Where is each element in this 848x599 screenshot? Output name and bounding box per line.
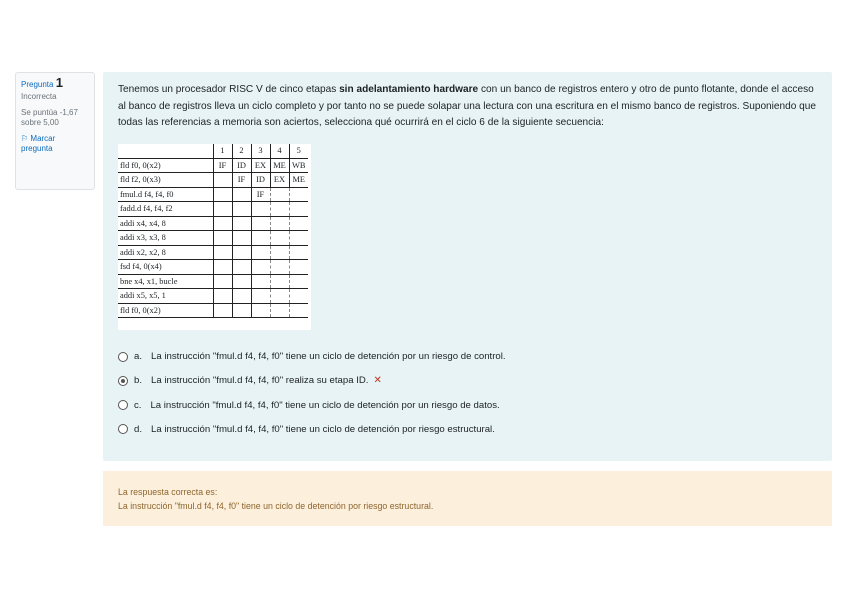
instruction-cell: bne x4, x1, bucle [118,274,213,289]
stage-cell [289,216,308,231]
answer-letter: a. [134,351,143,362]
stage-cell [213,216,232,231]
stage-cell [270,231,289,246]
stage-cell [213,260,232,275]
question-content [103,72,832,461]
stage-cell [251,303,270,318]
instruction-cell: fmul.d f4, f4, f0 [118,187,213,202]
question-number-value: 1 [55,75,63,90]
stage-cell: ME [289,173,308,188]
instruction-cell: addi x2, x2, 8 [118,245,213,260]
radio-button[interactable] [118,376,128,386]
question-text-part1: Tenemos un procesador RISC V de cinco etapas [118,84,340,95]
stage-cell [289,289,308,304]
pipeline-row [118,187,308,202]
stage-cell: ID [232,158,251,173]
question-grade: Se puntúa -1,67 sobre 5,00 [21,108,78,127]
stage-cell [232,216,251,231]
question-state: Incorrecta [21,92,57,101]
pipeline-row [118,158,308,173]
stage-cell [232,274,251,289]
stage-cell [213,202,232,217]
pipeline-row [118,274,308,289]
stage-cell [213,274,232,289]
stage-cell [213,187,232,202]
pipeline-row [118,260,308,275]
stage-cell [270,303,289,318]
instruction-cell: fld f0, 0(x2) [118,303,213,318]
pipeline-row [118,231,308,246]
stage-cell [251,260,270,275]
stage-cell [213,173,232,188]
pipeline-table [118,144,308,319]
stage-cell: EX [270,173,289,188]
stage-cell [251,231,270,246]
stage-cell: IF [251,187,270,202]
answer-option[interactable] [118,423,818,435]
question-text-bold: sin adelantamiento hardware [339,84,479,95]
stage-cell [213,303,232,318]
answer-option[interactable] [118,351,818,363]
pipeline-row [118,202,308,217]
radio-button[interactable] [118,352,128,362]
stage-cell [232,260,251,275]
stage-cell [251,216,270,231]
question-label: Pregunta [21,80,54,89]
instruction-cell: addi x5, x5, 1 [118,289,213,304]
instruction-cell: addi x4, x4, 8 [118,216,213,231]
answer-option[interactable] [118,399,818,411]
stage-cell [232,289,251,304]
question-text-part2: con un banco de registros entero y otro de punto flotante, donde el acceso al banco de registros lleva un ciclo completo y por tanto no se puede solapar una lectura con una escritura en el mismo banco de registros. Suponiendo que todas las referencias a memoria son aciertos, selecciona qué ocurrirá en el ciclo 6 de la siguiente secuencia: [118,84,817,128]
answer-letter: c. [134,399,142,411]
stage-cell: IF [213,158,232,173]
stage-cell [270,245,289,260]
stage-cell [289,303,308,318]
correct-answer-feedback [103,471,832,526]
pipeline-header-blank [118,144,213,159]
flag-label: Marcar pregunta [21,134,56,153]
pipeline-row [118,289,308,304]
flag-icon: ⚐ [21,134,29,143]
feedback-heading: La respuesta correcta es: [118,487,218,497]
stage-cell [270,202,289,217]
pipeline-row [118,216,308,231]
stage-cell [289,260,308,275]
stage-cell [213,245,232,260]
cycle-header: 2 [232,144,251,159]
stage-cell [232,231,251,246]
answer-letter: b. [134,375,143,387]
stage-cell: EX [251,158,270,173]
radio-button[interactable] [118,424,128,434]
stage-cell [270,260,289,275]
stage-cell [251,274,270,289]
instruction-cell: fadd.d f4, f4, f2 [118,202,213,217]
stage-cell: WB [289,158,308,173]
stage-cell [232,187,251,202]
pipeline-figure [118,144,311,330]
answer-text: La instrucción "fmul.d f4, f4, f0" realiza su etapa ID. [151,375,369,387]
stage-cell [270,289,289,304]
stage-cell: ID [251,173,270,188]
stage-cell [289,187,308,202]
stage-cell [289,245,308,260]
answer-text: La instrucción "fmul.d f4, f4, f0" tiene un ciclo de detención por un riesgo de datos. [150,399,500,411]
cycle-header: 3 [251,144,270,159]
pipeline-row [118,173,308,188]
answer-options [118,351,818,436]
stage-cell [270,216,289,231]
answer-option[interactable] [118,375,818,387]
stage-cell [251,289,270,304]
stage-cell [232,303,251,318]
stage-cell [270,187,289,202]
stage-cell [251,245,270,260]
question-number [21,75,89,90]
question-text [118,82,818,132]
stage-cell [289,231,308,246]
stage-cell [289,274,308,289]
stage-cell [270,274,289,289]
stage-cell: ME [270,158,289,173]
stage-cell: IF [232,173,251,188]
cycle-header: 5 [289,144,308,159]
pipeline-header-row [118,144,308,159]
stage-cell [232,202,251,217]
feedback-answer: La instrucción "fmul.d f4, f4, f0" tiene un ciclo de detención por riesgo estructural. [118,501,434,511]
radio-button[interactable] [118,400,128,410]
answer-text: La instrucción "fmul.d f4, f4, f0" tiene un ciclo de detención por riesgo estructural. [151,423,495,435]
pipeline-row [118,245,308,260]
instruction-cell: fsd f4, 0(x4) [118,260,213,275]
incorrect-icon: ✕ [373,375,382,387]
instruction-cell: fld f0, 0(x2) [118,158,213,173]
question-info-panel [15,72,95,190]
stage-cell [251,202,270,217]
flag-question-link[interactable] [21,134,89,154]
answer-letter: d. [134,423,143,435]
stage-cell [213,289,232,304]
pipeline-row [118,303,308,318]
answer-text: La instrucción "fmul.d f4, f4, f0" tiene un ciclo de detención por un riesgo de control. [151,351,506,362]
stage-cell [213,231,232,246]
instruction-cell: addi x3, x3, 8 [118,231,213,246]
instruction-cell: fld f2, 0(x3) [118,173,213,188]
stage-cell [289,202,308,217]
cycle-header: 1 [213,144,232,159]
cycle-header: 4 [270,144,289,159]
stage-cell [232,245,251,260]
